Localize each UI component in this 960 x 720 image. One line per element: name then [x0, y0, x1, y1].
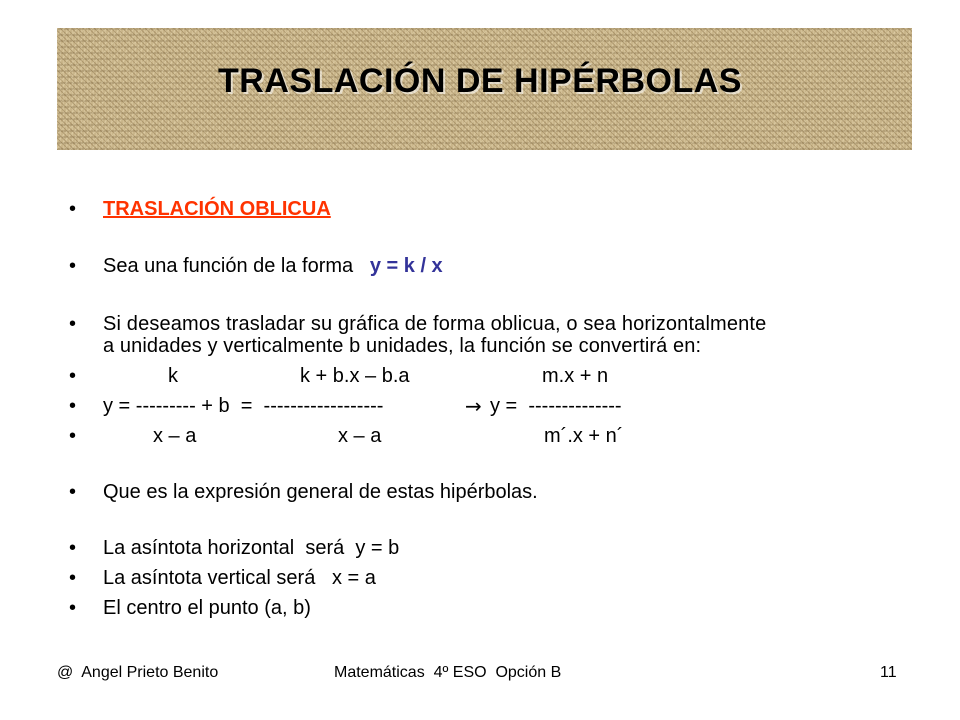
numerator-k: k: [168, 365, 178, 387]
bullet-marker: •: [69, 198, 77, 220]
center-point: El centro el punto (a, b): [103, 597, 311, 619]
page-number: 11: [880, 664, 897, 681]
general-expression-text: Que es la expresión general de estas hipérbolas.: [103, 481, 538, 503]
equation-left: y = --------- + b = ------------------: [103, 395, 384, 417]
horizontal-asymptote: La asíntota horizontal será y = b: [103, 537, 400, 559]
footer-course: Matemáticas 4º ESO Opción B: [334, 664, 562, 681]
bullet-marker: •: [69, 481, 77, 503]
si-line-2: a unidades y verticalmente b unidades, la función se convertirá en:: [103, 335, 702, 357]
base-formula: y = k / x: [369, 255, 443, 277]
sea-text: [103, 255, 443, 277]
numerator-middle: k + b.x – b.a: [300, 365, 410, 387]
vertical-asymptote: La asíntota vertical será x = a: [103, 567, 376, 589]
bullet-marker: •: [69, 597, 77, 619]
denominator-middle: x – a: [338, 425, 382, 447]
bullet-marker: •: [69, 395, 77, 417]
bullet-marker: •: [69, 537, 77, 559]
denominator-right: m´.x + n´: [544, 425, 624, 447]
numerator-right: m.x + n: [542, 365, 609, 387]
denominator-left: x – a: [153, 425, 197, 447]
slide-title: TRASLACIÓN DE HIPÉRBOLAS: [218, 62, 742, 100]
bullet-marker: •: [69, 313, 77, 335]
footer-author: @ Angel Prieto Benito: [57, 664, 219, 681]
equation-right: y = --------------: [490, 395, 622, 417]
sea-label: Sea una función de la forma: [103, 255, 354, 277]
arrow-icon: →: [465, 394, 482, 418]
bullet-marker: •: [69, 255, 77, 277]
bullet-marker: •: [69, 425, 77, 447]
bullet-marker: •: [69, 365, 77, 387]
si-line-1: Si deseamos trasladar su gráfica de forma oblicua, o sea horizontalmente: [103, 313, 767, 335]
bullet-marker: •: [69, 567, 77, 589]
section-heading: TRASLACIÓN OBLICUA: [103, 198, 331, 220]
